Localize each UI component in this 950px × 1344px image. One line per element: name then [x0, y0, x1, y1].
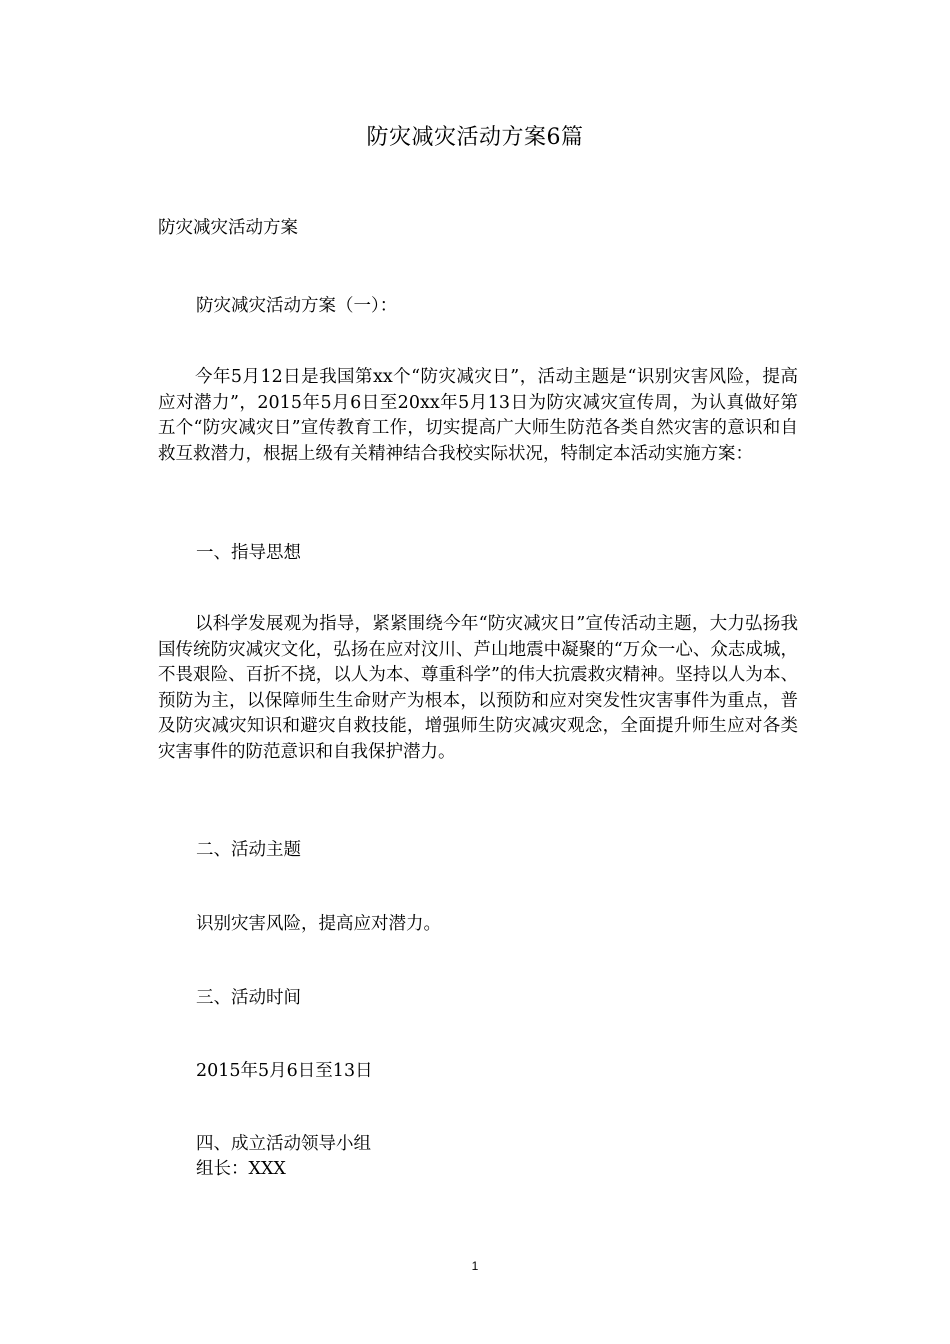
activity-theme-text: 识别灾害风险，提高应对潜力。	[196, 914, 441, 934]
activity-time-text: 2015年5月6日至13日	[196, 1061, 373, 1081]
document-subtitle: 防灾减灾活动方案	[158, 218, 298, 238]
group-leader-text: 组长：XXX	[196, 1159, 286, 1179]
section-intro-heading: 防灾减灾活动方案（一）：	[196, 296, 398, 316]
document-title: 防灾减灾活动方案6篇	[366, 125, 584, 150]
intro-paragraph: 今年5月12日是我国第xx个“防灾减灾日”，活动主题是“识别灾害风险，提高应对潜力”，2015年5月6日至20xx年5月13日为防灾减灾宣传周，为认真做好第五个“防灾减灾日”宣传教育工作，切实提高广大师生防范各类自然灾害的意识和自救互救潜力，根据上级有关精神结合我校实际状况，特制定本活动实施方案：	[158, 367, 798, 464]
page-number: 1	[471, 1259, 479, 1273]
guiding-thought-paragraph: 以科学发展观为指导，紧紧围绕今年“防灾减灾日”宣传活动主题，大力弘扬我国传统防灾减灾文化，弘扬在应对汶川、芦山地震中凝聚的“万众一心、众志成城，不畏艰险、百折不挠，以人为本、尊重科学”的伟大抗震救灾精神。坚持以人为本、预防为主，以保障师生生命财产为根本，以预防和应对突发性灾害事件为重点，普及防灾减灾知识和避灾自救技能，增强师生防灾减灾观念，全面提升师生应对各类灾害事件的防范意识和自我保护潜力。	[158, 614, 798, 762]
heading-activity-theme: 二、活动主题	[196, 840, 301, 860]
heading-activity-time: 三、活动时间	[196, 988, 301, 1008]
heading-guiding-thought: 一、指导思想	[196, 543, 301, 563]
heading-leadership-group: 四、成立活动领导小组	[196, 1134, 371, 1154]
